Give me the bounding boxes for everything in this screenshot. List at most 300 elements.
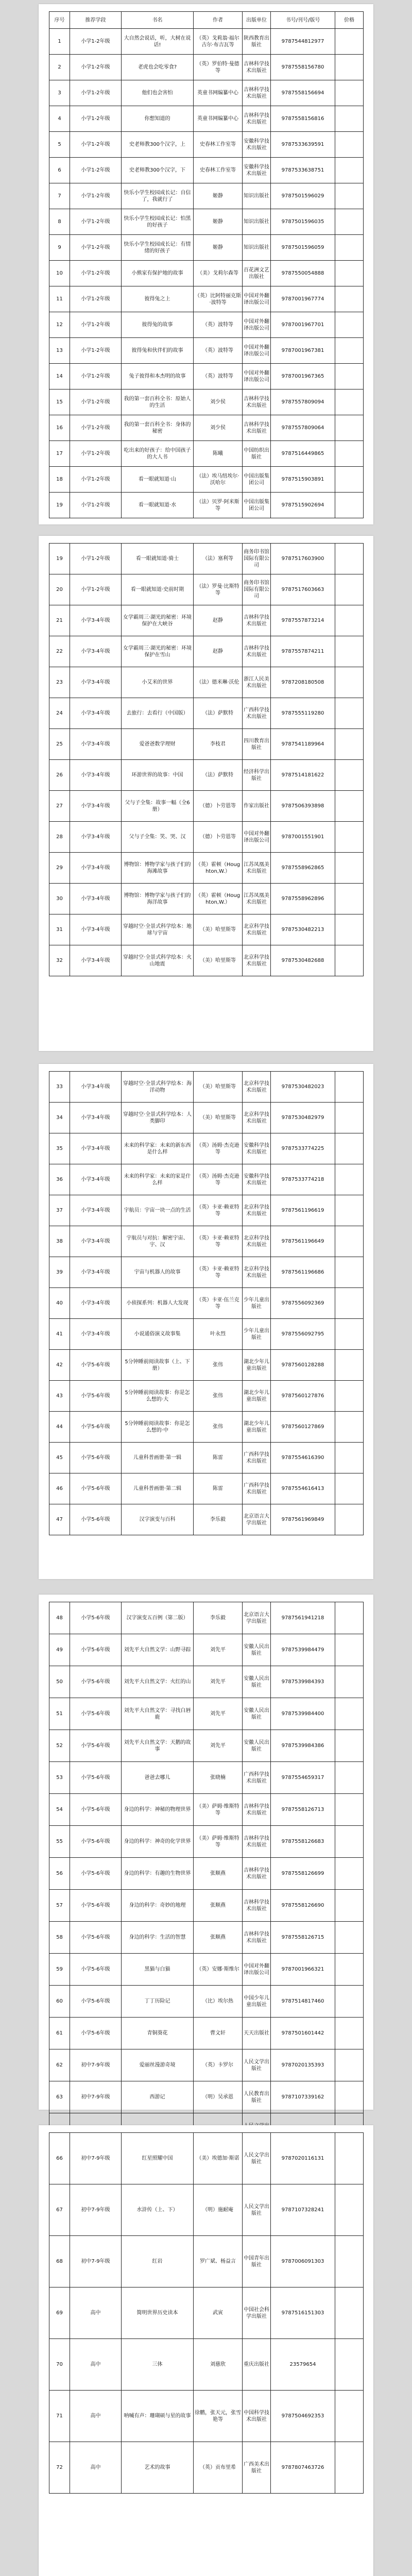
publisher-cell: 广西科学技术出版社 bbox=[243, 1443, 271, 1473]
author-cell: （明）吴承恩 bbox=[194, 2081, 243, 2113]
isbn-cell: 9787504692353 bbox=[271, 2391, 335, 2442]
publisher-cell: 北京科学技术出版社 bbox=[243, 1257, 271, 1288]
price-cell bbox=[335, 2049, 364, 2081]
publisher-cell: 中国出版集团公司 bbox=[243, 467, 271, 493]
row-number-cell: 51 bbox=[49, 1698, 70, 1730]
table-row bbox=[49, 822, 364, 853]
column-header: 书号/刊号/版号 bbox=[271, 12, 335, 29]
isbn-cell: 9787530482213 bbox=[271, 914, 335, 945]
isbn-cell: 9787554616390 bbox=[271, 1443, 335, 1473]
isbn-cell: 9787020116131 bbox=[271, 2133, 335, 2184]
book-title-cell: 身边的科学：奇妙的地理 bbox=[122, 1890, 194, 1922]
row-number-cell: 46 bbox=[49, 1473, 70, 1504]
row-number-cell: 34 bbox=[49, 1103, 70, 1133]
author-cell: 张伟 bbox=[194, 1381, 243, 1412]
isbn-cell: 9787544812977 bbox=[271, 29, 335, 55]
grade-level-cell: 小学3-4年级 bbox=[70, 1164, 122, 1195]
isbn-cell: 9787541189964 bbox=[271, 729, 335, 760]
author-cell: （法）萨默特 bbox=[194, 760, 243, 791]
price-cell bbox=[335, 729, 364, 760]
price-cell bbox=[335, 574, 364, 605]
book-title-cell: 小熊家有保护地的故事 bbox=[122, 261, 194, 286]
author-cell: 曹文轩 bbox=[194, 2018, 243, 2049]
row-number-cell: 39 bbox=[49, 1257, 70, 1288]
author-cell: 罗广斌、杨益言 bbox=[194, 2236, 243, 2287]
book-title-cell: 看一眼就知道·水 bbox=[122, 493, 194, 518]
isbn-cell: 9787530482979 bbox=[271, 1103, 335, 1133]
grade-level-cell: 小学1-2年级 bbox=[70, 415, 122, 441]
author-cell: （英）卡罗尔 bbox=[194, 2049, 243, 2081]
grade-level-cell: 小学1-2年级 bbox=[70, 286, 122, 312]
isbn-cell: 9787557809094 bbox=[271, 389, 335, 415]
book-title-cell: 水浒传（上、下） bbox=[122, 2184, 194, 2236]
price-cell bbox=[335, 1350, 364, 1381]
price-cell bbox=[335, 760, 364, 791]
row-number-cell: 59 bbox=[49, 1954, 70, 1986]
author-cell: （美）戈莉尔森等 bbox=[194, 261, 243, 286]
book-title-cell: 快乐小学生校园成长记：有情绪的好孩子 bbox=[122, 235, 194, 261]
price-cell bbox=[335, 493, 364, 518]
book-list-table bbox=[49, 1602, 364, 2145]
publisher-cell: 天天出版社 bbox=[243, 2018, 271, 2049]
book-title-cell: 丁丁历险记 bbox=[122, 1986, 194, 2018]
grade-level-cell: 小学5-6年级 bbox=[70, 1762, 122, 1794]
publisher-cell: 中国纺织出版社 bbox=[243, 441, 271, 467]
publisher-cell: 安徽人民出版社 bbox=[243, 1730, 271, 1762]
document-page-4 bbox=[39, 1595, 373, 2110]
row-number-cell: 12 bbox=[49, 312, 70, 338]
isbn-cell: 9787558962896 bbox=[271, 884, 335, 914]
grade-level-cell: 小学5-6年级 bbox=[70, 1602, 122, 1634]
row-number-cell: 42 bbox=[49, 1350, 70, 1381]
publisher-cell: 吉林科学技术出版社 bbox=[243, 636, 271, 667]
book-title-cell: 兔子彼得和本杰明的故事 bbox=[122, 364, 194, 389]
row-number-cell: 30 bbox=[49, 884, 70, 914]
author-cell: （英）卡亚·赖亚特等 bbox=[194, 1257, 243, 1288]
author-cell: （法）德米琳·沃伦 bbox=[194, 667, 243, 698]
book-title-cell: 呐喊有声：珊瑚硕与星的故事 bbox=[122, 2391, 194, 2442]
isbn-cell: 9787530482688 bbox=[271, 945, 335, 976]
author-cell: 英童书网编纂中心 bbox=[194, 106, 243, 132]
price-cell bbox=[335, 853, 364, 884]
isbn-cell: 9787020135393 bbox=[271, 2049, 335, 2081]
row-number-cell: 54 bbox=[49, 1794, 70, 1826]
price-cell bbox=[335, 2133, 364, 2184]
row-number-cell: 57 bbox=[49, 1890, 70, 1922]
price-cell bbox=[335, 286, 364, 312]
table-row bbox=[49, 389, 364, 415]
author-cell: 赵静 bbox=[194, 636, 243, 667]
grade-level-cell: 小学3-4年级 bbox=[70, 698, 122, 729]
book-title-cell: 快乐小学生校园成长记：怕黑的好孩子 bbox=[122, 209, 194, 235]
book-list-table bbox=[49, 2132, 364, 2494]
book-title-cell: 彼得兔的故事 bbox=[122, 312, 194, 338]
price-cell bbox=[335, 364, 364, 389]
publisher-cell: 人民文学出版社 bbox=[243, 2133, 271, 2184]
isbn-cell: 9787514181622 bbox=[271, 760, 335, 791]
author-cell: 武寅 bbox=[194, 2287, 243, 2339]
row-number-cell: 72 bbox=[49, 2442, 70, 2494]
author-cell: （美）萨姆·维斯特等 bbox=[194, 1826, 243, 1858]
price-cell bbox=[335, 1443, 364, 1473]
price-cell bbox=[335, 1103, 364, 1133]
author-cell: （英）比阿特丽克斯·波特等 bbox=[194, 286, 243, 312]
book-title-cell: 你想知道的 bbox=[122, 106, 194, 132]
isbn-cell: 9787501596029 bbox=[271, 183, 335, 209]
book-title-cell: 小艾米的世界 bbox=[122, 667, 194, 698]
table-row bbox=[49, 1794, 364, 1826]
author-cell: （美）哈里斯等 bbox=[194, 914, 243, 945]
price-cell bbox=[335, 2018, 364, 2049]
grade-level-cell: 小学1-2年级 bbox=[70, 158, 122, 183]
grade-level-cell: 高中 bbox=[70, 2287, 122, 2339]
table-row bbox=[49, 574, 364, 605]
table-row bbox=[49, 467, 364, 493]
grade-level-cell: 小学1-2年级 bbox=[70, 235, 122, 261]
publisher-cell: 吉林科学技术出版社 bbox=[243, 55, 271, 80]
row-number-cell: 28 bbox=[49, 822, 70, 853]
price-cell bbox=[335, 884, 364, 914]
author-cell: 英童书网编纂中心 bbox=[194, 80, 243, 106]
table-row bbox=[49, 106, 364, 132]
book-title-cell: 简明世界历史读本 bbox=[122, 2287, 194, 2339]
author-cell: （美）哈里斯等 bbox=[194, 1103, 243, 1133]
author-cell: （德）卜劳恩等 bbox=[194, 791, 243, 822]
table-row bbox=[49, 1319, 364, 1350]
publisher-cell: 安徽科学技术出版社 bbox=[243, 158, 271, 183]
publisher-cell: 吉林科学技术出版社 bbox=[243, 106, 271, 132]
grade-level-cell: 小学3-4年级 bbox=[70, 884, 122, 914]
publisher-cell: 知识出版社 bbox=[243, 183, 271, 209]
book-title-cell: 大自然会说话，听，大树在说话! bbox=[122, 29, 194, 55]
book-title-cell: 刘先平大自然文学：山野寻踪 bbox=[122, 1634, 194, 1666]
book-title-cell: 爱爸爸数学理财 bbox=[122, 729, 194, 760]
isbn-cell: 9787001967381 bbox=[271, 338, 335, 364]
table-row bbox=[49, 1986, 364, 2018]
isbn-cell: 9787539984393 bbox=[271, 1666, 335, 1698]
price-cell bbox=[335, 1794, 364, 1826]
publisher-cell: 北京语言大学出版社 bbox=[243, 1504, 271, 1535]
row-number-cell: 17 bbox=[49, 441, 70, 467]
grade-level-cell: 小学1-2年级 bbox=[70, 338, 122, 364]
price-cell bbox=[335, 338, 364, 364]
row-number-cell: 49 bbox=[49, 1634, 70, 1666]
table-header-row bbox=[49, 12, 364, 29]
book-list-table bbox=[49, 11, 364, 518]
row-number-cell: 11 bbox=[49, 286, 70, 312]
publisher-cell: 重庆出版社 bbox=[243, 2339, 271, 2391]
publisher-cell: 广西科学技术出版社 bbox=[243, 698, 271, 729]
author-cell: 姬静 bbox=[194, 209, 243, 235]
publisher-cell: 知识出版社 bbox=[243, 209, 271, 235]
row-number-cell: 23 bbox=[49, 667, 70, 698]
price-cell bbox=[335, 132, 364, 158]
row-number-cell: 31 bbox=[49, 914, 70, 945]
grade-level-cell: 小学1-2年级 bbox=[70, 261, 122, 286]
author-cell: 张顺燕 bbox=[194, 1890, 243, 1922]
grade-level-cell: 高中 bbox=[70, 2391, 122, 2442]
book-title-cell: 老虎也会吃零食? bbox=[122, 55, 194, 80]
table-row bbox=[49, 261, 364, 286]
author-cell: （英）波特等 bbox=[194, 312, 243, 338]
price-cell bbox=[335, 2081, 364, 2113]
isbn-cell: 9787208180508 bbox=[271, 667, 335, 698]
author-cell: （法）萨默特 bbox=[194, 698, 243, 729]
table-row bbox=[49, 493, 364, 518]
table-row bbox=[49, 441, 364, 467]
book-title-cell: 汉字演变与百科 bbox=[122, 1504, 194, 1535]
price-cell bbox=[335, 1666, 364, 1698]
book-title-cell: 儿童科普画册·第一辑 bbox=[122, 1443, 194, 1473]
isbn-cell: 9787557874211 bbox=[271, 636, 335, 667]
document-page-3 bbox=[39, 1064, 373, 1579]
price-cell bbox=[335, 2236, 364, 2287]
price-cell bbox=[335, 1504, 364, 1535]
grade-level-cell: 小学5-6年级 bbox=[70, 1890, 122, 1922]
price-cell bbox=[335, 1288, 364, 1319]
author-cell: （明）施耐庵 bbox=[194, 2184, 243, 2236]
grade-level-cell: 小学5-6年级 bbox=[70, 1858, 122, 1890]
author-cell: （英）汤姆·杰克逊等 bbox=[194, 1164, 243, 1195]
price-cell bbox=[335, 106, 364, 132]
publisher-cell: 安徽科学技术出版社 bbox=[243, 1164, 271, 1195]
book-title-cell: 青铜葵花 bbox=[122, 2018, 194, 2049]
isbn-cell: 9787501596035 bbox=[271, 209, 335, 235]
isbn-cell: 9787557809064 bbox=[271, 415, 335, 441]
price-cell bbox=[335, 1602, 364, 1634]
row-number-cell: 43 bbox=[49, 1381, 70, 1412]
column-header: 推荐学段 bbox=[70, 12, 122, 29]
row-number-cell: 9 bbox=[49, 235, 70, 261]
publisher-cell: 中国少年儿童出版社 bbox=[243, 1986, 271, 2018]
price-cell bbox=[335, 1698, 364, 1730]
price-cell bbox=[335, 55, 364, 80]
grade-level-cell: 小学1-2年级 bbox=[70, 364, 122, 389]
book-title-cell: 史老师教300个汉字，下 bbox=[122, 158, 194, 183]
publisher-cell: 商务印书馆国际有限公司 bbox=[243, 574, 271, 605]
row-number-cell: 36 bbox=[49, 1164, 70, 1195]
book-list-table bbox=[49, 1071, 364, 1535]
publisher-cell: 知识出版社 bbox=[243, 235, 271, 261]
author-cell: 叶永烈 bbox=[194, 1319, 243, 1350]
book-title-cell: 小说通俗演义故事集 bbox=[122, 1319, 194, 1350]
isbn-cell: 9787557873214 bbox=[271, 605, 335, 636]
grade-level-cell: 小学3-4年级 bbox=[70, 729, 122, 760]
row-number-cell: 15 bbox=[49, 389, 70, 415]
author-cell: （美）哈里斯等 bbox=[194, 945, 243, 976]
row-number-cell: 5 bbox=[49, 132, 70, 158]
document-page-1 bbox=[39, 4, 373, 524]
publisher-cell: 人民文学出版社 bbox=[243, 2184, 271, 2236]
book-title-cell: 快乐小学生校园成长记：自信了，我就行了 bbox=[122, 183, 194, 209]
row-number-cell: 48 bbox=[49, 1602, 70, 1634]
price-cell bbox=[335, 2391, 364, 2442]
book-title-cell: 未来的科学家：未来的家是什么样 bbox=[122, 1164, 194, 1195]
author-cell: （英）安娜·斯维尔 bbox=[194, 1954, 243, 1986]
grade-level-cell: 初中7-9年级 bbox=[70, 2049, 122, 2081]
table-row bbox=[49, 2287, 364, 2339]
row-number-cell: 56 bbox=[49, 1858, 70, 1890]
isbn-cell: 9787001551901 bbox=[271, 822, 335, 853]
publisher-cell: 中国社会科学出版社 bbox=[243, 2287, 271, 2339]
row-number-cell: 71 bbox=[49, 2391, 70, 2442]
author-cell: 史春林工作室等 bbox=[194, 132, 243, 158]
price-cell bbox=[335, 1986, 364, 2018]
publisher-cell: 安徽科学技术出版社 bbox=[243, 132, 271, 158]
grade-level-cell: 高中 bbox=[70, 2442, 122, 2494]
table-row bbox=[49, 1288, 364, 1319]
row-number-cell: 50 bbox=[49, 1666, 70, 1698]
row-number-cell: 2 bbox=[49, 55, 70, 80]
isbn-cell: 9787554659317 bbox=[271, 1762, 335, 1794]
isbn-cell: 9787558156694 bbox=[271, 80, 335, 106]
grade-level-cell: 小学5-6年级 bbox=[70, 1412, 122, 1443]
grade-level-cell: 小学3-4年级 bbox=[70, 1195, 122, 1226]
table-row bbox=[49, 1164, 364, 1195]
author-cell: （美）哈里斯等 bbox=[194, 1072, 243, 1103]
table-row bbox=[49, 55, 364, 80]
table-row bbox=[49, 853, 364, 884]
price-cell bbox=[335, 544, 364, 574]
book-title-cell: 红岩 bbox=[122, 2236, 194, 2287]
isbn-cell: 9787558126699 bbox=[271, 1858, 335, 1890]
book-title-cell: 5分钟睡前阅读故事（上、下册） bbox=[122, 1350, 194, 1381]
publisher-cell: 少年儿童出版社 bbox=[243, 1288, 271, 1319]
column-header: 作者 bbox=[194, 12, 243, 29]
table-row bbox=[49, 286, 364, 312]
publisher-cell: 中国对外翻译出版公司 bbox=[243, 312, 271, 338]
book-title-cell: 西游记 bbox=[122, 2081, 194, 2113]
publisher-cell: 北京科学技术出版社 bbox=[243, 1072, 271, 1103]
row-number-cell: 44 bbox=[49, 1412, 70, 1443]
author-cell: 陈曦 bbox=[194, 441, 243, 467]
row-number-cell: 6 bbox=[49, 158, 70, 183]
isbn-cell: 9787558962865 bbox=[271, 853, 335, 884]
publisher-cell: 中国科学技术出版社 bbox=[243, 2391, 271, 2442]
author-cell: 刘少侯 bbox=[194, 389, 243, 415]
publisher-cell: 北京科学技术出版社 bbox=[243, 1103, 271, 1133]
table-row bbox=[49, 1412, 364, 1443]
grade-level-cell: 初中7-9年级 bbox=[70, 2184, 122, 2236]
table-row bbox=[49, 312, 364, 338]
row-number-cell: 52 bbox=[49, 1730, 70, 1762]
author-cell: （法）罗曼·比斯特等 bbox=[194, 574, 243, 605]
book-title-cell: 身边的科学：神奇的化学世界 bbox=[122, 1826, 194, 1858]
grade-level-cell: 小学3-4年级 bbox=[70, 1319, 122, 1350]
author-cell: 张顺燕 bbox=[194, 1922, 243, 1954]
price-cell bbox=[335, 1826, 364, 1858]
table-row bbox=[49, 914, 364, 945]
isbn-cell: 9787561941218 bbox=[271, 1602, 335, 1634]
price-cell bbox=[335, 1634, 364, 1666]
grade-level-cell: 小学3-4年级 bbox=[70, 914, 122, 945]
grade-level-cell: 小学3-4年级 bbox=[70, 605, 122, 636]
author-cell: 张伟 bbox=[194, 1412, 243, 1443]
grade-level-cell: 小学1-2年级 bbox=[70, 80, 122, 106]
isbn-cell: 9787533774225 bbox=[271, 1133, 335, 1164]
grade-level-cell: 小学3-4年级 bbox=[70, 791, 122, 822]
author-cell: 李乐毅 bbox=[194, 1602, 243, 1634]
grade-level-cell: 小学5-6年级 bbox=[70, 1381, 122, 1412]
row-number-cell: 47 bbox=[49, 1504, 70, 1535]
publisher-cell: 江苏凤凰美术出版社 bbox=[243, 853, 271, 884]
grade-level-cell: 小学1-2年级 bbox=[70, 441, 122, 467]
book-title-cell: 看一眼就知道·骑士 bbox=[122, 544, 194, 574]
book-title-cell: 身边的科学：生活的智慧 bbox=[122, 1922, 194, 1954]
isbn-cell: 9787530482023 bbox=[271, 1072, 335, 1103]
price-cell bbox=[335, 1922, 364, 1954]
row-number-cell: 1 bbox=[49, 29, 70, 55]
isbn-cell: 9787558156780 bbox=[271, 55, 335, 80]
row-number-cell: 70 bbox=[49, 2339, 70, 2391]
grade-level-cell: 小学3-4年级 bbox=[70, 1072, 122, 1103]
document-page-5 bbox=[39, 2125, 373, 2576]
author-cell: 刘慈欣 bbox=[194, 2339, 243, 2391]
grade-level-cell: 小学3-4年级 bbox=[70, 636, 122, 667]
table-row bbox=[49, 2391, 364, 2442]
book-title-cell: 爸爸去哪儿 bbox=[122, 1762, 194, 1794]
price-cell bbox=[335, 467, 364, 493]
publisher-cell: 北京科学技术出版社 bbox=[243, 914, 271, 945]
publisher-cell: 百花洲文艺出版社 bbox=[243, 261, 271, 286]
publisher-cell: 江苏凤凰美术出版社 bbox=[243, 884, 271, 914]
row-number-cell: 35 bbox=[49, 1133, 70, 1164]
row-number-cell: 10 bbox=[49, 261, 70, 286]
price-cell bbox=[335, 1473, 364, 1504]
row-number-cell: 26 bbox=[49, 760, 70, 791]
row-number-cell: 33 bbox=[49, 1072, 70, 1103]
book-title-cell: 5分钟睡前阅读故事：你是怎么想的·中 bbox=[122, 1412, 194, 1443]
table-row bbox=[49, 1195, 364, 1226]
row-number-cell: 40 bbox=[49, 1288, 70, 1319]
table-row bbox=[49, 760, 364, 791]
book-title-cell: 我的第一套百科全书：原始人的生活 bbox=[122, 389, 194, 415]
publisher-cell: 吉林科学技术出版社 bbox=[243, 605, 271, 636]
row-number-cell: 53 bbox=[49, 1762, 70, 1794]
book-title-cell: 宇航员与对抗：解密宇宙、宇、汉 bbox=[122, 1226, 194, 1257]
publisher-cell: 湖北少年儿童出版社 bbox=[243, 1412, 271, 1443]
isbn-cell: 9787517603663 bbox=[271, 574, 335, 605]
table-row bbox=[49, 364, 364, 389]
publisher-cell: 北京科学技术出版社 bbox=[243, 1226, 271, 1257]
grade-level-cell: 小学3-4年级 bbox=[70, 760, 122, 791]
author-cell: 李乐毅 bbox=[194, 1504, 243, 1535]
isbn-cell: 9787533638751 bbox=[271, 158, 335, 183]
grade-level-cell: 小学1-2年级 bbox=[70, 132, 122, 158]
row-number-cell: 29 bbox=[49, 853, 70, 884]
price-cell bbox=[335, 1319, 364, 1350]
grade-level-cell: 小学5-6年级 bbox=[70, 2018, 122, 2049]
row-number-cell: 3 bbox=[49, 80, 70, 106]
isbn-cell: 9787539984400 bbox=[271, 1698, 335, 1730]
author-cell: （英）卡亚·赖亚特等 bbox=[194, 1195, 243, 1226]
row-number-cell: 63 bbox=[49, 2081, 70, 2113]
book-title-cell: 爱丽丝漫游奇境 bbox=[122, 2049, 194, 2081]
grade-level-cell: 小学3-4年级 bbox=[70, 1103, 122, 1133]
table-row bbox=[49, 209, 364, 235]
table-row bbox=[49, 729, 364, 760]
row-number-cell: 38 bbox=[49, 1226, 70, 1257]
price-cell bbox=[335, 261, 364, 286]
book-title-cell: 刘先平大自然文学：寻找白唇鹿 bbox=[122, 1698, 194, 1730]
price-cell bbox=[335, 1195, 364, 1226]
publisher-cell: 中国对外翻译出版公司 bbox=[243, 338, 271, 364]
book-title-cell: 父与子全集：故事一幅（全6册） bbox=[122, 791, 194, 822]
isbn-cell: 9787560128288 bbox=[271, 1350, 335, 1381]
isbn-cell: 9787539984479 bbox=[271, 1634, 335, 1666]
book-title-cell: 儿童科普画册·第二辑 bbox=[122, 1473, 194, 1504]
table-row bbox=[49, 29, 364, 55]
